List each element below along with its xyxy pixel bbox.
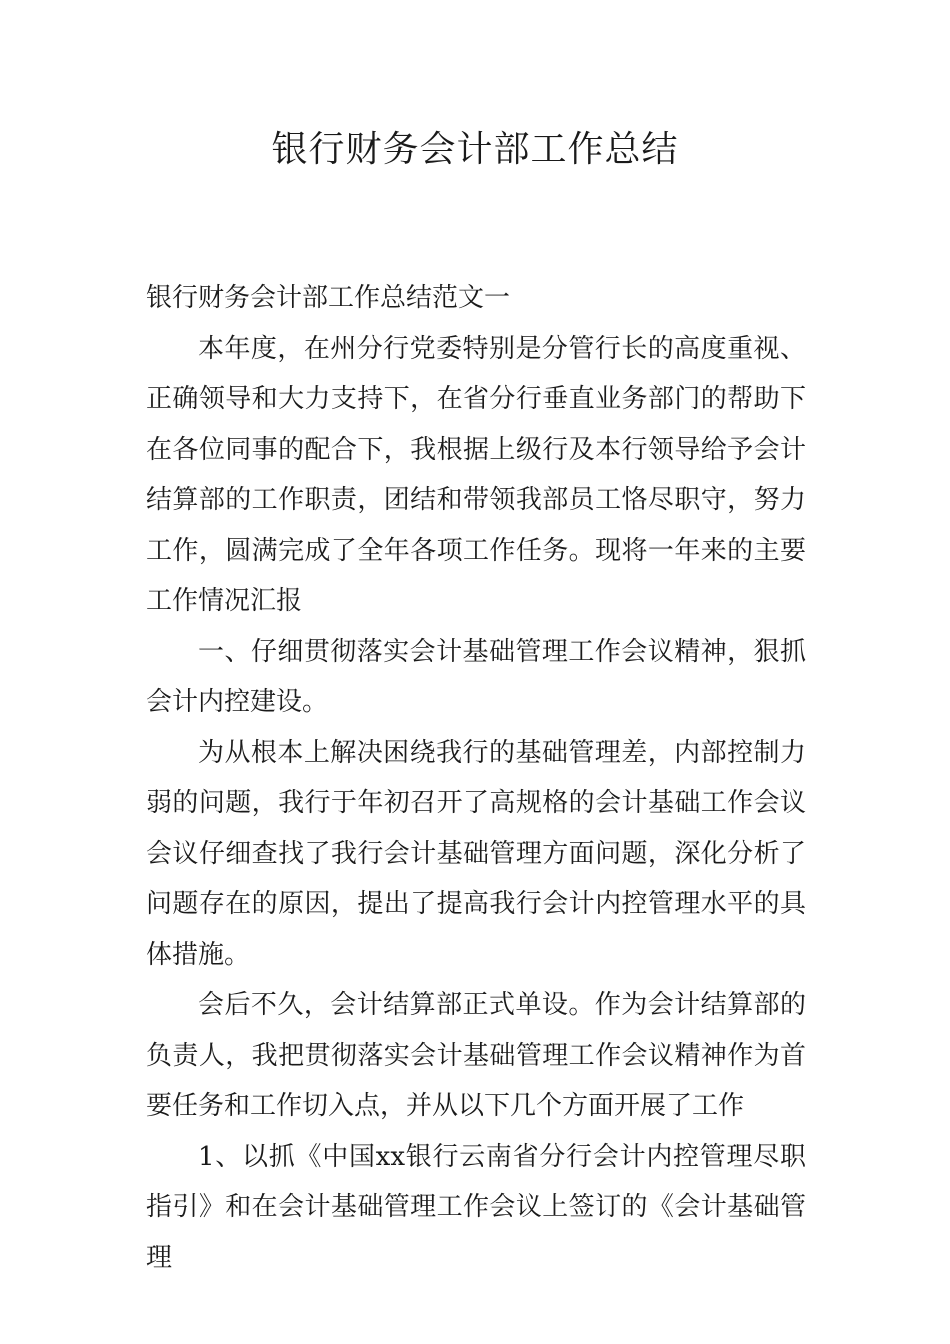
section-heading-one: 一、仔细贯彻落实会计基础管理工作会议精神，狠抓会计内控建设。 [146,636,806,717]
paragraph-item-one: 1、以抓《中国xx银行云南省分行会计内控管理尽职指引》和在会计基础管理工作会议上签订的《会计基础管理 [146,1141,806,1273]
paragraph-background: 为从根本上解决困绕我行的基础管理差，内部控制力弱的问题，我行于年初召开了高规格的会计基础工作会议会议仔细查找了我行会计基础管理方面问题，深化分析了问题存在的原因，提出了提高我行会计内控管理水平的具体措施。 [146,737,806,970]
paragraph-intro: 本年度，在州分行党委特别是分管行长的高度重视、正确领导和大力支持下，在省分行垂直业务部门的帮助下在各位同事的配合下，我根据上级行及本行领导给予会计结算部的工作职责，团结和带领我部员工恪尽职守，努力工作，圆满完成了全年各项工作任务。现将一年来的主要工作情况汇报 [146,333,806,616]
document-title: 银行财务会计部工作总结 [271,129,679,170]
document-body [146,273,806,1283]
document-subtitle: 银行财务会计部工作总结范文一 [146,283,511,313]
paragraph-department: 会后不久，会计结算部正式单设。作为会计结算部的负责人，我把贯彻落实会计基础管理工作会议精神作为首要任务和工作切入点，并从以下几个方面开展了工作 [146,990,806,1121]
